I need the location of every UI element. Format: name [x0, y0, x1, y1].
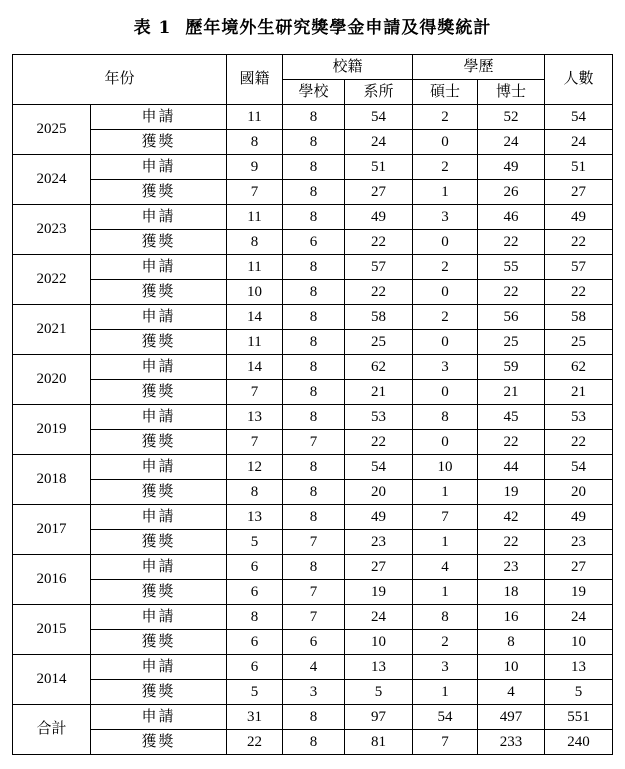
cell-phd: 8	[478, 630, 545, 655]
cell-people: 21	[545, 380, 613, 405]
cell-people: 25	[545, 330, 613, 355]
cell-kind: 獲獎	[91, 730, 227, 755]
table-row	[13, 430, 613, 455]
cell-master: 4	[413, 555, 478, 580]
cell-kind: 獲獎	[91, 280, 227, 305]
cell-people: 24	[545, 605, 613, 630]
cell-school: 7	[283, 530, 345, 555]
table-row	[13, 630, 613, 655]
year-cell: 2017	[13, 505, 91, 555]
cell-people: 240	[545, 730, 613, 755]
cell-phd: 16	[478, 605, 545, 630]
cell-phd: 59	[478, 355, 545, 380]
table-body	[13, 105, 613, 755]
table-row	[13, 280, 613, 305]
cell-phd: 26	[478, 180, 545, 205]
cell-phd: 233	[478, 730, 545, 755]
cell-dept: 19	[345, 580, 413, 605]
table-header	[13, 55, 613, 105]
table-row	[13, 255, 613, 280]
cell-nationality: 14	[227, 305, 283, 330]
table-row	[13, 205, 613, 230]
cell-kind: 獲獎	[91, 630, 227, 655]
header-school: 學校	[283, 80, 345, 105]
cell-school: 7	[283, 580, 345, 605]
year-cell: 2023	[13, 205, 91, 255]
cell-kind: 申請	[91, 355, 227, 380]
cell-master: 54	[413, 705, 478, 730]
cell-people: 5	[545, 680, 613, 705]
table-row	[13, 105, 613, 130]
cell-people: 10	[545, 630, 613, 655]
cell-master: 8	[413, 605, 478, 630]
cell-dept: 10	[345, 630, 413, 655]
cell-dept: 81	[345, 730, 413, 755]
cell-phd: 44	[478, 455, 545, 480]
cell-school: 7	[283, 430, 345, 455]
cell-dept: 51	[345, 155, 413, 180]
cell-kind: 申請	[91, 255, 227, 280]
year-cell: 2025	[13, 105, 91, 155]
cell-kind: 獲獎	[91, 480, 227, 505]
table-row	[13, 580, 613, 605]
table-row	[13, 180, 613, 205]
cell-nationality: 8	[227, 480, 283, 505]
header-degree-group: 學歷	[413, 55, 545, 80]
year-cell: 2016	[13, 555, 91, 605]
cell-master: 2	[413, 305, 478, 330]
cell-dept: 13	[345, 655, 413, 680]
table-row	[13, 305, 613, 330]
cell-school: 6	[283, 230, 345, 255]
cell-school: 8	[283, 130, 345, 155]
cell-school: 8	[283, 480, 345, 505]
year-cell: 2022	[13, 255, 91, 305]
cell-nationality: 11	[227, 205, 283, 230]
table-row	[13, 380, 613, 405]
cell-phd: 23	[478, 555, 545, 580]
cell-nationality: 6	[227, 580, 283, 605]
header-year: 年份	[13, 55, 227, 105]
cell-nationality: 9	[227, 155, 283, 180]
year-cell: 2019	[13, 405, 91, 455]
cell-nationality: 22	[227, 730, 283, 755]
cell-nationality: 10	[227, 280, 283, 305]
cell-nationality: 6	[227, 630, 283, 655]
table-row	[13, 730, 613, 755]
cell-master: 3	[413, 655, 478, 680]
table-row	[13, 330, 613, 355]
cell-master: 1	[413, 530, 478, 555]
cell-kind: 申請	[91, 555, 227, 580]
cell-phd: 19	[478, 480, 545, 505]
cell-phd: 42	[478, 505, 545, 530]
table-row	[13, 355, 613, 380]
cell-people: 51	[545, 155, 613, 180]
cell-nationality: 7	[227, 380, 283, 405]
cell-school: 3	[283, 680, 345, 705]
cell-nationality: 5	[227, 530, 283, 555]
cell-nationality: 7	[227, 430, 283, 455]
cell-phd: 22	[478, 430, 545, 455]
cell-dept: 54	[345, 455, 413, 480]
cell-phd: 25	[478, 330, 545, 355]
cell-people: 23	[545, 530, 613, 555]
cell-phd: 10	[478, 655, 545, 680]
cell-master: 1	[413, 180, 478, 205]
cell-school: 8	[283, 405, 345, 430]
table-row	[13, 555, 613, 580]
cell-phd: 24	[478, 130, 545, 155]
cell-master: 0	[413, 330, 478, 355]
cell-people: 551	[545, 705, 613, 730]
cell-school: 8	[283, 180, 345, 205]
cell-dept: 49	[345, 205, 413, 230]
cell-nationality: 31	[227, 705, 283, 730]
cell-master: 2	[413, 105, 478, 130]
header-people: 人數	[545, 55, 613, 105]
cell-master: 1	[413, 580, 478, 605]
cell-dept: 97	[345, 705, 413, 730]
cell-dept: 24	[345, 130, 413, 155]
cell-school: 8	[283, 455, 345, 480]
table-row	[13, 130, 613, 155]
cell-dept: 49	[345, 505, 413, 530]
cell-school: 8	[283, 705, 345, 730]
cell-phd: 49	[478, 155, 545, 180]
table-row	[13, 705, 613, 730]
year-cell: 2021	[13, 305, 91, 355]
cell-kind: 申請	[91, 455, 227, 480]
cell-kind: 申請	[91, 705, 227, 730]
scholarship-stats-table	[12, 54, 613, 755]
cell-phd: 18	[478, 580, 545, 605]
table-row	[13, 680, 613, 705]
cell-people: 58	[545, 305, 613, 330]
cell-dept: 58	[345, 305, 413, 330]
cell-school: 8	[283, 155, 345, 180]
cell-people: 27	[545, 180, 613, 205]
cell-people: 49	[545, 505, 613, 530]
cell-master: 3	[413, 205, 478, 230]
cell-school: 8	[283, 305, 345, 330]
cell-dept: 57	[345, 255, 413, 280]
header-dept: 系所	[345, 80, 413, 105]
cell-master: 7	[413, 730, 478, 755]
cell-dept: 53	[345, 405, 413, 430]
cell-kind: 申請	[91, 105, 227, 130]
cell-school: 8	[283, 255, 345, 280]
cell-phd: 22	[478, 530, 545, 555]
cell-master: 0	[413, 230, 478, 255]
cell-nationality: 11	[227, 255, 283, 280]
cell-school: 8	[283, 555, 345, 580]
cell-school: 8	[283, 380, 345, 405]
cell-master: 7	[413, 505, 478, 530]
cell-people: 54	[545, 455, 613, 480]
cell-phd: 21	[478, 380, 545, 405]
header-master: 碩士	[413, 80, 478, 105]
cell-people: 19	[545, 580, 613, 605]
cell-kind: 獲獎	[91, 130, 227, 155]
cell-phd: 45	[478, 405, 545, 430]
cell-phd: 497	[478, 705, 545, 730]
cell-kind: 申請	[91, 405, 227, 430]
cell-master: 2	[413, 155, 478, 180]
cell-master: 10	[413, 455, 478, 480]
cell-dept: 22	[345, 430, 413, 455]
table-row	[13, 405, 613, 430]
cell-people: 22	[545, 230, 613, 255]
cell-dept: 22	[345, 230, 413, 255]
cell-nationality: 6	[227, 555, 283, 580]
header-school-group: 校籍	[283, 55, 413, 80]
cell-people: 62	[545, 355, 613, 380]
cell-kind: 申請	[91, 505, 227, 530]
cell-people: 53	[545, 405, 613, 430]
cell-kind: 申請	[91, 205, 227, 230]
year-cell: 2020	[13, 355, 91, 405]
cell-master: 2	[413, 255, 478, 280]
cell-kind: 申請	[91, 305, 227, 330]
cell-people: 27	[545, 555, 613, 580]
cell-school: 7	[283, 605, 345, 630]
table-row	[13, 655, 613, 680]
year-cell: 2018	[13, 455, 91, 505]
cell-school: 8	[283, 205, 345, 230]
cell-school: 4	[283, 655, 345, 680]
year-cell: 2014	[13, 655, 91, 705]
cell-school: 8	[283, 355, 345, 380]
cell-kind: 獲獎	[91, 180, 227, 205]
cell-master: 8	[413, 405, 478, 430]
header-phd: 博士	[478, 80, 545, 105]
cell-school: 8	[283, 280, 345, 305]
cell-kind: 獲獎	[91, 230, 227, 255]
cell-master: 2	[413, 630, 478, 655]
year-cell: 2024	[13, 155, 91, 205]
table-caption	[0, 14, 625, 42]
cell-phd: 4	[478, 680, 545, 705]
table-number: 表 1	[133, 18, 172, 38]
cell-nationality: 11	[227, 105, 283, 130]
cell-dept: 20	[345, 480, 413, 505]
table-row	[13, 505, 613, 530]
cell-people: 22	[545, 280, 613, 305]
cell-kind: 獲獎	[91, 580, 227, 605]
cell-dept: 62	[345, 355, 413, 380]
cell-kind: 獲獎	[91, 530, 227, 555]
cell-phd: 55	[478, 255, 545, 280]
cell-nationality: 7	[227, 180, 283, 205]
cell-dept: 22	[345, 280, 413, 305]
cell-people: 57	[545, 255, 613, 280]
year-cell: 合計	[13, 705, 91, 755]
cell-nationality: 5	[227, 680, 283, 705]
cell-master: 1	[413, 680, 478, 705]
cell-nationality: 8	[227, 130, 283, 155]
cell-phd: 46	[478, 205, 545, 230]
cell-master: 0	[413, 430, 478, 455]
cell-nationality: 12	[227, 455, 283, 480]
cell-nationality: 8	[227, 605, 283, 630]
cell-school: 8	[283, 505, 345, 530]
cell-nationality: 11	[227, 330, 283, 355]
cell-nationality: 14	[227, 355, 283, 380]
cell-kind: 申請	[91, 655, 227, 680]
cell-dept: 23	[345, 530, 413, 555]
cell-people: 24	[545, 130, 613, 155]
cell-school: 8	[283, 330, 345, 355]
cell-people: 22	[545, 430, 613, 455]
cell-school: 8	[283, 105, 345, 130]
table-row	[13, 480, 613, 505]
header-nationality: 國籍	[227, 55, 283, 105]
cell-dept: 21	[345, 380, 413, 405]
cell-school: 8	[283, 730, 345, 755]
cell-people: 13	[545, 655, 613, 680]
cell-phd: 22	[478, 230, 545, 255]
cell-kind: 獲獎	[91, 380, 227, 405]
cell-phd: 56	[478, 305, 545, 330]
cell-kind: 申請	[91, 155, 227, 180]
cell-dept: 5	[345, 680, 413, 705]
cell-dept: 27	[345, 555, 413, 580]
cell-nationality: 8	[227, 230, 283, 255]
table-row	[13, 530, 613, 555]
cell-nationality: 13	[227, 405, 283, 430]
table-row	[13, 230, 613, 255]
cell-kind: 獲獎	[91, 330, 227, 355]
cell-kind: 獲獎	[91, 680, 227, 705]
table-row	[13, 605, 613, 630]
cell-master: 3	[413, 355, 478, 380]
cell-master: 0	[413, 130, 478, 155]
cell-phd: 22	[478, 280, 545, 305]
cell-people: 49	[545, 205, 613, 230]
cell-dept: 54	[345, 105, 413, 130]
cell-dept: 24	[345, 605, 413, 630]
cell-dept: 27	[345, 180, 413, 205]
cell-nationality: 13	[227, 505, 283, 530]
table-title: 歷年境外生研究獎學金申請及得獎統計	[185, 18, 492, 38]
cell-master: 0	[413, 280, 478, 305]
cell-kind: 申請	[91, 605, 227, 630]
table-row	[13, 155, 613, 180]
cell-master: 1	[413, 480, 478, 505]
cell-phd: 52	[478, 105, 545, 130]
year-cell: 2015	[13, 605, 91, 655]
cell-people: 54	[545, 105, 613, 130]
cell-master: 0	[413, 380, 478, 405]
cell-people: 20	[545, 480, 613, 505]
cell-dept: 25	[345, 330, 413, 355]
cell-nationality: 6	[227, 655, 283, 680]
cell-kind: 獲獎	[91, 430, 227, 455]
table-row	[13, 455, 613, 480]
cell-school: 6	[283, 630, 345, 655]
